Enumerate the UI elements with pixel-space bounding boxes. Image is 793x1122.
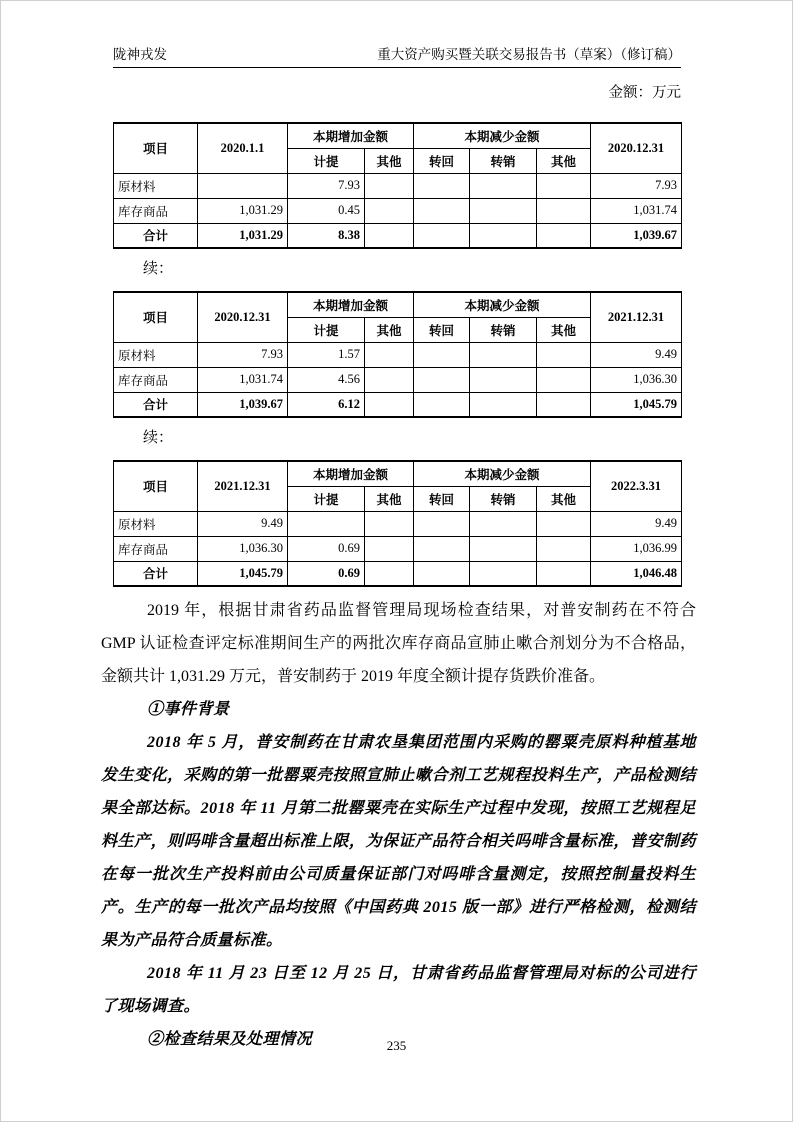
col-group-increase: 本期增加金额 [288,292,414,317]
cell-inc-other [365,392,414,417]
col-header-reversal: 转回 [414,317,470,342]
cell-begin: 1,031.29 [198,223,288,248]
header-company-name: 陇神戎发 [113,47,167,62]
cell-item: 合计 [114,223,198,248]
cell-accrual: 0.69 [288,536,365,561]
table-row [114,342,682,367]
continuation-label: 续： [143,261,174,277]
cell-dec-other [537,223,591,248]
col-header-item: 项目 [114,461,198,511]
col-header-writeoff: 转销 [470,486,537,511]
header-report-title: 重大资产购买暨关联交易报告书（草案）（修订稿） [377,47,681,62]
inspection-dates-paragraph: 2018 年 11 月 23 日至 12 月 25 日，甘肃省药品监督管理局对标的公司进行了现场调查。 [101,965,696,1015]
cell-end: 1,039.67 [591,223,682,248]
table-header-row [114,292,682,317]
cell-begin: 1,036.30 [198,536,288,561]
running-header [113,0,681,68]
table-row [114,198,682,223]
continuation-label: 续： [143,430,174,446]
cell-end: 9.49 [591,511,682,536]
col-group-decrease: 本期减少金额 [414,292,591,317]
cell-accrual: 4.56 [288,367,365,392]
cell-item: 原材料 [114,342,198,367]
provision-table-2022q1 [113,460,682,587]
cell-reversal [414,536,470,561]
unit-note: 金额：万元 [608,85,681,101]
col-group-increase: 本期增加金额 [288,123,414,148]
cell-writeoff [470,223,537,248]
table-row [114,367,682,392]
col-header-writeoff: 转销 [470,317,537,342]
cell-inc-other [365,173,414,198]
cell-reversal [414,173,470,198]
cell-begin: 1,039.67 [198,392,288,417]
col-header-reversal: 转回 [414,486,470,511]
cell-writeoff [470,536,537,561]
cell-inc-other [365,536,414,561]
cell-begin: 7.93 [198,342,288,367]
col-header-inc-other: 其他 [365,148,414,173]
cell-writeoff [470,198,537,223]
col-header-accrual: 计提 [288,486,365,511]
cell-dec-other [537,342,591,367]
cell-inc-other [365,367,414,392]
cell-inc-other [365,342,414,367]
table-total-row [114,223,682,248]
col-header-accrual: 计提 [288,317,365,342]
table-total-row [114,561,682,586]
cell-accrual: 8.38 [288,223,365,248]
cell-reversal [414,223,470,248]
provision-table-2021 [113,291,682,418]
cell-reversal [414,511,470,536]
cell-reversal [414,392,470,417]
cell-item: 合计 [114,392,198,417]
cell-writeoff [470,173,537,198]
col-header-begin-date: 2020.1.1 [198,123,288,173]
cell-reversal [414,367,470,392]
cell-accrual: 7.93 [288,173,365,198]
col-header-writeoff: 转销 [470,148,537,173]
cell-reversal [414,561,470,586]
col-header-item: 项目 [114,123,198,173]
cell-end: 1,036.30 [591,367,682,392]
cell-writeoff [470,511,537,536]
cell-item: 合计 [114,561,198,586]
cell-item: 原材料 [114,511,198,536]
col-header-inc-other: 其他 [365,486,414,511]
col-header-dec-other: 其他 [537,317,591,342]
cell-dec-other [537,367,591,392]
table-header-row [114,123,682,148]
cell-end: 9.49 [591,342,682,367]
cell-accrual: 0.45 [288,198,365,223]
cell-dec-other [537,561,591,586]
col-header-dec-other: 其他 [537,148,591,173]
cell-begin: 1,031.29 [198,198,288,223]
col-header-begin-date: 2021.12.31 [198,461,288,511]
col-group-decrease: 本期减少金额 [414,123,591,148]
provision-table-2020 [113,122,682,249]
cell-inc-other [365,223,414,248]
col-header-end-date: 2020.12.31 [591,123,682,173]
cell-dec-other [537,198,591,223]
col-header-end-date: 2021.12.31 [591,292,682,342]
cell-inc-other [365,198,414,223]
cell-begin: 9.49 [198,511,288,536]
cell-accrual: 6.12 [288,392,365,417]
cell-end: 1,031.74 [591,198,682,223]
cell-begin: 1,045.79 [198,561,288,586]
cell-end: 7.93 [591,173,682,198]
col-header-reversal: 转回 [414,148,470,173]
col-header-item: 项目 [114,292,198,342]
col-header-inc-other: 其他 [365,317,414,342]
page-number: 235 [386,1038,407,1053]
cell-dec-other [537,392,591,417]
cell-writeoff [470,367,537,392]
col-header-begin-date: 2020.12.31 [198,292,288,342]
table-total-row [114,392,682,417]
cell-inc-other [365,511,414,536]
table-row [114,536,682,561]
cell-item: 库存商品 [114,198,198,223]
col-group-increase: 本期增加金额 [288,461,414,486]
col-group-decrease: 本期减少金额 [414,461,591,486]
cell-writeoff [470,561,537,586]
cell-writeoff [470,342,537,367]
cell-dec-other [537,511,591,536]
cell-item: 原材料 [114,173,198,198]
event-background-paragraph: 2018 年 5 月，普安制药在甘肃农垦集团范围内采购的罂粟壳原料种植基地发生变化，采购的第一批罂粟壳按照宣肺止嗽合剂工艺规程投料生产，产品检测结果全部达标。2018 年 11 月第二批罂粟壳在实际生产过程中发现，按照工艺规程足料生产，则吗啡含量超出标准上限，为保证产品符合相关吗啡含量标准，普安制药在每一批次生产投料前由公司质量保证部门对吗啡含量测定，按照控制量投料生产。生产的每一批次产品均按照《中国药典 2015 版一部》进行严格检测，检测结果为产品符合质量标准。 [101,734,696,949]
table-header-row [114,461,682,486]
cell-accrual: 1.57 [288,342,365,367]
cell-end: 1,046.48 [591,561,682,586]
cell-begin: 1,031.74 [198,367,288,392]
cell-reversal [414,198,470,223]
cell-begin [198,173,288,198]
cell-dec-other [537,536,591,561]
section-heading-inspection-result: ②检查结果及处理情况 [147,1031,313,1048]
cell-item: 库存商品 [114,367,198,392]
cell-item: 库存商品 [114,536,198,561]
cell-accrual: 0.69 [288,561,365,586]
body-text [101,594,696,1056]
section-heading-event-background: ①事件背景 [147,701,230,718]
cell-end: 1,045.79 [591,392,682,417]
col-header-dec-other: 其他 [537,486,591,511]
col-header-accrual: 计提 [288,148,365,173]
col-header-end-date: 2022.3.31 [591,461,682,511]
cell-dec-other [537,173,591,198]
table-row [114,511,682,536]
cell-inc-other [365,561,414,586]
table-row [114,173,682,198]
cell-reversal [414,342,470,367]
cell-end: 1,036.99 [591,536,682,561]
cell-writeoff [470,392,537,417]
intro-paragraph: 2019 年，根据甘肃省药品监督管理局现场检查结果，对普安制药在不符合 GMP 认证检查评定标准期间生产的两批次库存商品宣肺止嗽合剂划分为不合格品，金额共计 1,031.29 万元，普安制药于 2019 年度全额计提存货跌价准备。 [101,602,696,685]
cell-accrual [288,511,365,536]
